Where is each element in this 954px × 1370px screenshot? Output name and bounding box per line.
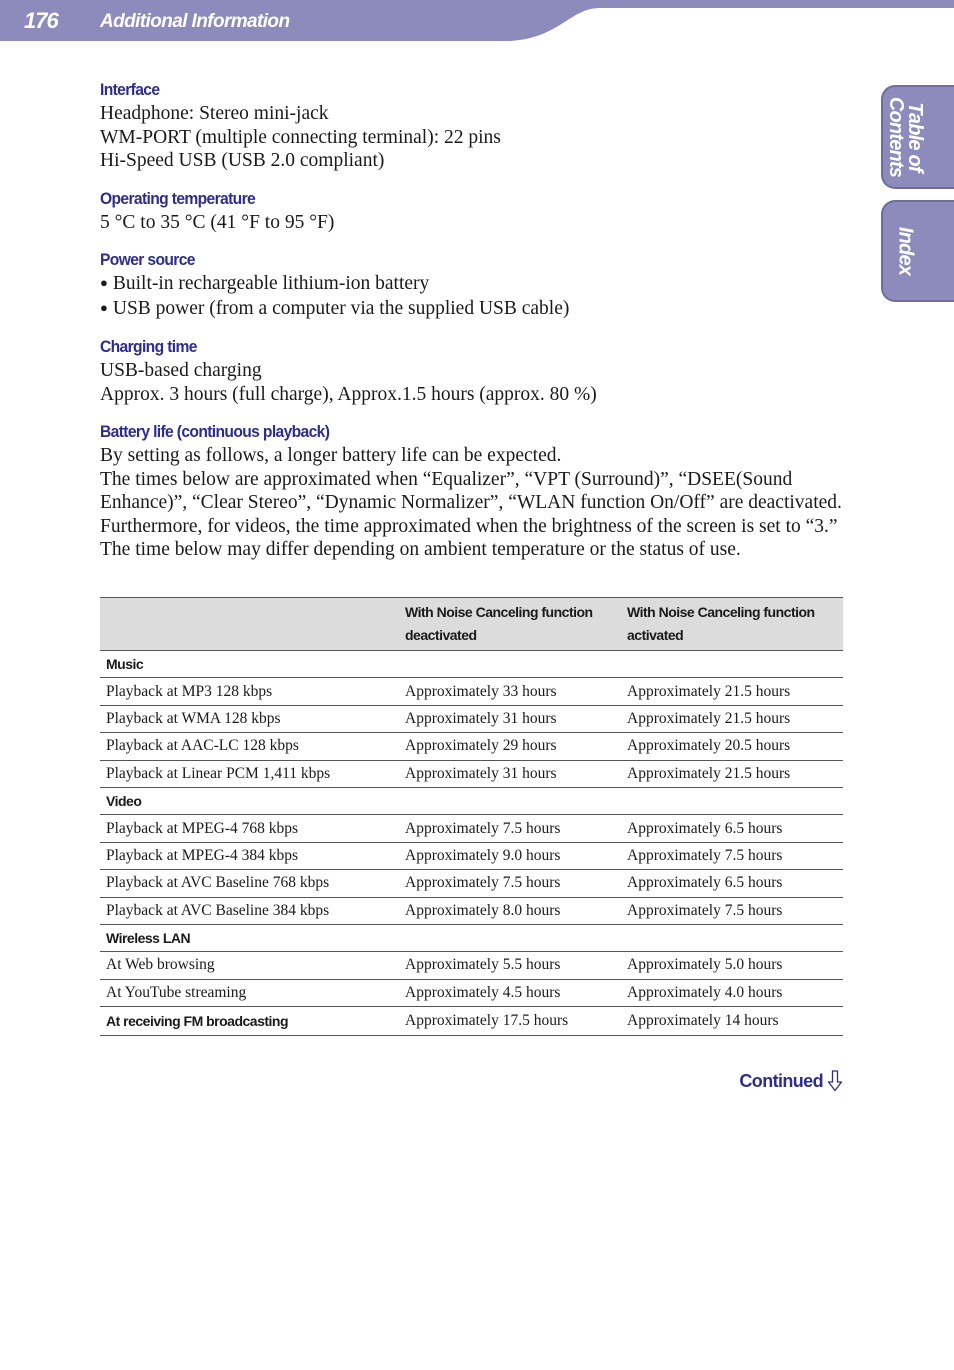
page-number: 176 — [24, 8, 58, 33]
table-row-fm — [100, 1007, 843, 1036]
table-category-row — [100, 787, 843, 814]
battery-life-line: By setting as follows, a longer battery life can be expected. — [100, 445, 562, 466]
table-cell: Playback at MPEG-4 384 kbps — [106, 846, 299, 864]
table-row — [100, 815, 843, 842]
interface-section — [100, 78, 845, 173]
table-cell: Approximately 31 hours — [405, 709, 557, 727]
toc-label-line-2: Contents — [885, 96, 907, 178]
charging-time-heading: Charging time — [100, 337, 197, 356]
interface-line: Hi-Speed USB (USB 2.0 compliant) — [100, 150, 385, 171]
continued-label: Continued — [739, 1070, 823, 1091]
battery-life-heading: Battery life (continuous playback) — [100, 422, 330, 441]
power-source-bullet: ● Built-in rechargeable lithium-ion battery — [100, 272, 845, 297]
table-cell: Playback at Linear PCM 1,411 kbps — [106, 764, 331, 782]
table-cell: Approximately 20.5 hours — [627, 737, 791, 755]
table-row — [100, 678, 843, 705]
power-source-section — [100, 248, 845, 321]
table-cell: At YouTube streaming — [106, 983, 247, 1001]
power-source-heading: Power source — [100, 250, 195, 269]
table-of-contents-tab[interactable] — [881, 85, 954, 189]
table-row — [100, 760, 843, 787]
table-category-row — [100, 924, 843, 951]
table-cell: Approximately 7.5 hours — [627, 846, 783, 864]
table-row — [100, 733, 843, 760]
table-header-cell: With Noise Canceling function deactivated — [399, 598, 621, 651]
battery-life-table — [100, 597, 843, 1036]
toc-label-line-1: Table of — [904, 102, 926, 172]
table-cell: Approximately 21.5 hours — [627, 709, 791, 727]
table-cell: Approximately 5.5 hours — [405, 956, 561, 974]
table-cell: Approximately 31 hours — [405, 764, 557, 782]
table-cell: Approximately 17.5 hours — [405, 1012, 569, 1030]
table-cell: Playback at MP3 128 kbps — [106, 682, 273, 700]
charging-time-line: Approx. 3 hours (full charge), Approx.1.5 hours (approx. 80 %) — [100, 383, 597, 405]
battery-life-line: The time below may differ depending on ambient temperature or the status of use. — [100, 539, 741, 560]
interface-line: WM-PORT (multiple connecting terminal): 22 pins — [100, 126, 501, 148]
table-header-cell: With Noise Canceling function activated — [621, 598, 843, 651]
battery-life-line: The times below are approximated when “Equalizer”, “VPT (Surround)”, “DSEE(Sound Enhance)”, “Clear Stereo”, “Dynamic Normalizer”, “WLAN function On/Off” are deactivated. Furthermore, for videos, the time approximated when the brightness of the screen is set to “3.” — [100, 468, 842, 537]
charging-time-section — [100, 335, 845, 406]
table-cell: Approximately 7.5 hours — [405, 874, 561, 892]
index-tab[interactable] — [881, 200, 954, 302]
table-category-row — [100, 651, 843, 678]
charging-time-line: USB-based charging — [100, 360, 262, 381]
interface-line: Headphone: Stereo mini-jack — [100, 103, 329, 124]
table-cell: At Web browsing — [106, 956, 215, 974]
table-cell: Playback at AAC-LC 128 kbps — [106, 737, 299, 755]
spec-content — [100, 78, 845, 576]
table-row — [100, 897, 843, 924]
table-cell: Approximately 9.0 hours — [405, 846, 561, 864]
category-label: Wireless LAN — [106, 930, 191, 947]
table-cell: Approximately 6.5 hours — [627, 874, 783, 892]
table-cell: Approximately 5.0 hours — [627, 956, 783, 974]
table-cell: Playback at AVC Baseline 768 kbps — [106, 874, 330, 892]
table-row — [100, 979, 843, 1006]
section-title: Additional Information — [100, 11, 290, 32]
category-label: Music — [106, 656, 144, 673]
table-cell: Approximately 7.5 hours — [405, 819, 561, 837]
table-cell: Approximately 21.5 hours — [627, 764, 791, 782]
table-cell: Playback at WMA 128 kbps — [106, 709, 281, 727]
fm-row-label: At receiving FM broadcasting — [106, 1013, 289, 1030]
table-cell: Approximately 4.0 hours — [627, 983, 783, 1001]
category-label: Video — [106, 793, 142, 810]
table-cell: Approximately 7.5 hours — [627, 901, 783, 919]
interface-heading: Interface — [100, 80, 160, 99]
down-arrow-icon — [827, 1070, 843, 1092]
table-row — [100, 952, 843, 979]
table-cell: Approximately 21.5 hours — [627, 682, 791, 700]
operating-temperature-section — [100, 187, 845, 235]
table-cell: Playback at MPEG-4 768 kbps — [106, 819, 299, 837]
table-cell: Approximately 6.5 hours — [627, 819, 783, 837]
table-of-contents-tab-label — [886, 97, 924, 177]
index-tab-label: Index — [894, 226, 917, 276]
power-source-bullet: ● USB power (from a computer via the supplied USB cable) — [100, 297, 845, 322]
continued-link[interactable] — [739, 1070, 843, 1092]
operating-temperature-heading: Operating temperature — [100, 188, 256, 208]
table-header-cell — [100, 598, 399, 651]
table-cell: Playback at AVC Baseline 384 kbps — [106, 901, 330, 919]
table-cell: Approximately 14 hours — [627, 1012, 779, 1030]
table-row — [100, 842, 843, 869]
table-cell: Approximately 4.5 hours — [405, 983, 561, 1001]
operating-temperature-value: 5 °C to 35 °C (41 °F to 95 °F) — [100, 211, 335, 233]
table-header-row — [100, 598, 843, 651]
table-cell: Approximately 33 hours — [405, 682, 557, 700]
table-cell: Approximately 29 hours — [405, 737, 557, 755]
table-row — [100, 870, 843, 897]
table-cell: Approximately 8.0 hours — [405, 901, 561, 919]
battery-life-section — [100, 420, 845, 562]
table-row — [100, 705, 843, 732]
